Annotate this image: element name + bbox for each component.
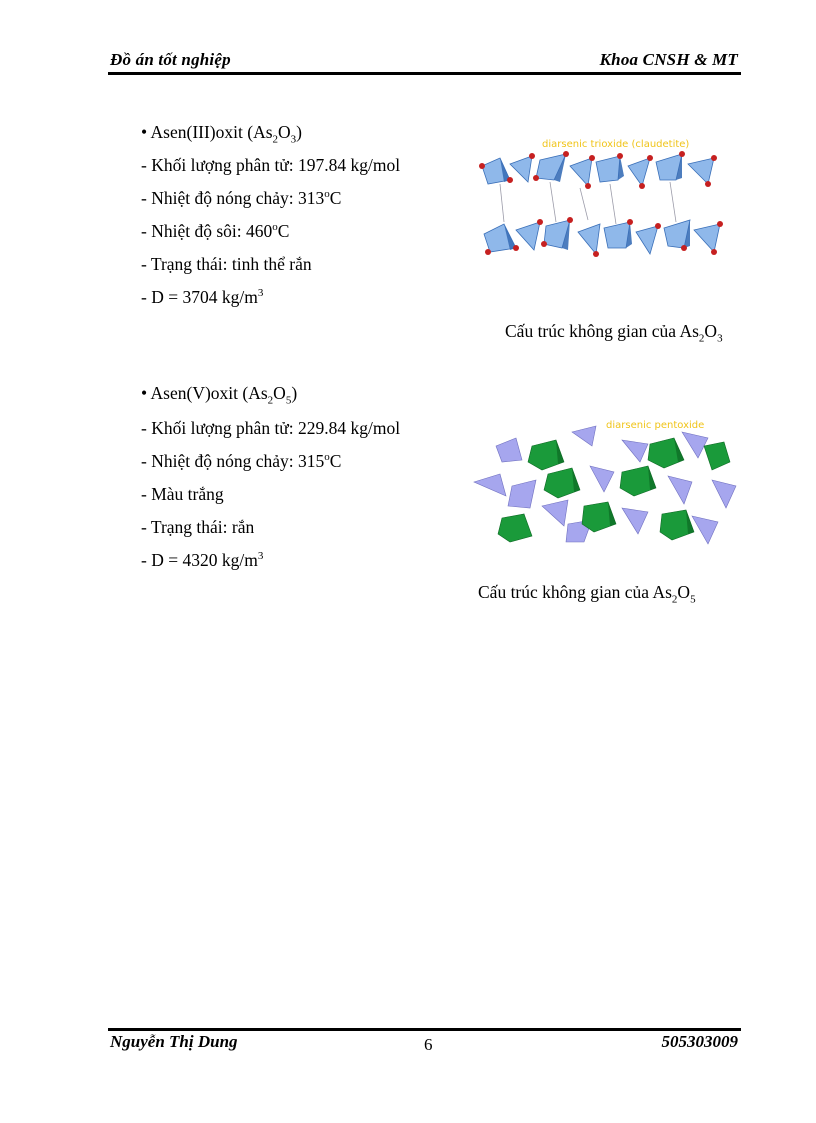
- footer-student-id: 505303009: [661, 1032, 738, 1051]
- as2o3-caption: Cấu trúc không gian của $As_2O_3$: [505, 321, 723, 345]
- footer-author: Nguyễn Thị Dung: [110, 1032, 238, 1051]
- as2o5-figure-label: diarsenic pentoxide: [606, 420, 705, 431]
- as2o3-figure-label: diarsenic trioxide (claudetite): [542, 139, 690, 150]
- as2o5-state: - Trạng thái: rắn: [141, 517, 255, 537]
- footer-rule: [108, 1028, 741, 1031]
- as2o3-boiling-point: - Nhiệt độ sôi: 460$^o$C: [141, 221, 290, 241]
- as2o3-title: • Asen(III)oxit $(As_2O_3)$: [141, 122, 302, 146]
- as2o5-structure-figure: [472, 416, 738, 550]
- as2o3-structure-figure: [470, 136, 732, 270]
- header-left-title: Đồ án tốt nghiệp: [110, 50, 231, 69]
- as2o3-molar-mass: - Khối lượng phân tử: 197.84 kg/mol: [141, 155, 401, 175]
- as2o5-melting-point: - Nhiệt độ nóng chảy: 315$^o$C: [141, 451, 342, 471]
- as2o3-melting-point: - Nhiệt độ nóng chảy: 313$^o$C: [141, 188, 342, 208]
- as2o5-structure-image: [472, 416, 738, 550]
- header-rule: [108, 72, 741, 75]
- as2o3-state: - Trạng thái: tinh thể rắn: [141, 254, 312, 274]
- as2o5-caption: Cấu trúc không gian của $As_2O_5$: [478, 582, 696, 606]
- as2o5-color: - Màu trắng: [141, 484, 224, 504]
- page-number: 6: [424, 1035, 433, 1054]
- as2o3-structure-image: [470, 136, 732, 270]
- header-right-title: Khoa CNSH & MT: [599, 50, 738, 69]
- as2o5-title: • Asen(V)oxit $(As_2O_5)$: [141, 383, 298, 407]
- as2o5-density: - D = 4320 $kg/m^3$: [141, 550, 264, 570]
- as2o5-molar-mass: - Khối lượng phân tử: 229.84 kg/mol: [141, 418, 401, 438]
- as2o3-density: - D = 3704 $kg/m^3$: [141, 287, 264, 307]
